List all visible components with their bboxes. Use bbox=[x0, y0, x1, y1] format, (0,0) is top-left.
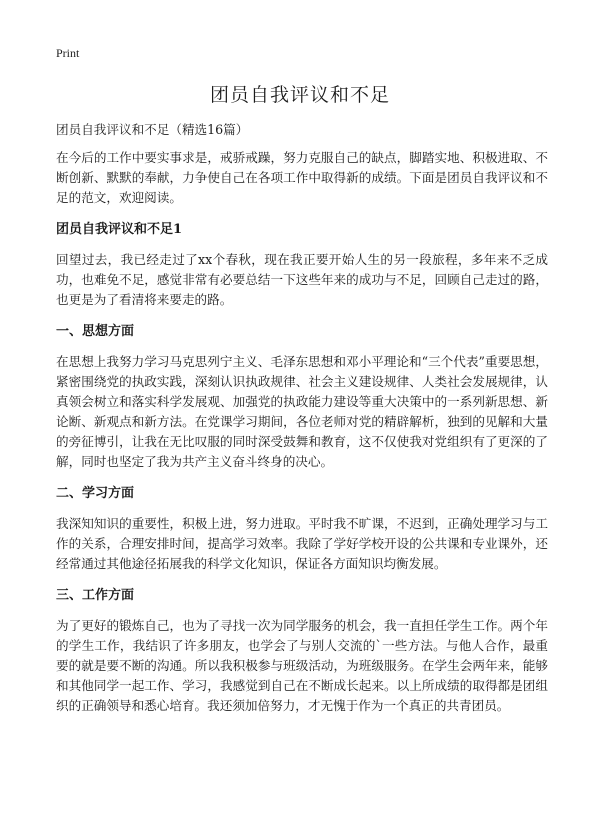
opening-paragraph: 回望过去，我已经走过了xx个春秋，现在我正要开始人生的另一段旅程，多年来不乏成功，也难免不足，感觉非常有必要总结一下这些年来的成功与不足，回顾自己走过的路，也更是为了看清将来要走的路。 bbox=[56, 252, 548, 307]
page-title: 团员自我评议和不足 bbox=[209, 84, 390, 106]
heading-study: 二、学习方面 bbox=[56, 486, 135, 501]
document-body bbox=[56, 120, 548, 716]
intro-paragraph: 在今后的工作中要实事求是，戒骄戒躁，努力克服自己的缺点，脚踏实地、积极进取、不断创新、默默的奉献，力争使自己在各项工作中取得新的成绩。下面是团员自我评议和不足的范文，欢迎阅读。 bbox=[56, 150, 548, 205]
paragraph-thought: 在思想上我努力学习马克思列宁主义、毛泽东思想和邓小平理论和“三个代表”重要思想，紧密围绕党的执政实践，深刻认识执政规律、社会主义建设规律、人类社会发展规律，认真领会树立和落实科学发展观、加强党的执政能力建设等重大决策中的一系列新思想、新论断、新观点和新方法。在党课学习期间，各位老师对党的精辟解析，独到的见解和大量的旁征博引，让我在无比叹服的同时深受鼓舞和教育，这不仅使我对党组织有了更深的了解，同时也坚定了我为共产主义奋斗终身的决心。 bbox=[56, 354, 548, 469]
section-title: 团员自我评议和不足1 bbox=[56, 222, 183, 237]
document-subtitle: 团员自我评议和不足（精选16篇） bbox=[56, 122, 249, 137]
paragraph-study: 我深知知识的重要性，积极上进，努力进取。平时我不旷课，不迟到，正确处理学习与工作的关系，合理安排时间，提高学习效率。我除了学好学校开设的公共课和专业课外，还经常通过其他途径拓展我的科学文化知识，保证各方面知识均衡发展。 bbox=[56, 516, 548, 571]
paragraph-work: 为了更好的锻炼自己，也为了寻找一次为同学服务的机会，我一直担任学生工作。两个年的学生工作，我结识了许多朋友，也学会了与别人交流的`一些方法。与他人合作，最重要的就是要不断的沟通。所以我积极参与班级活动，为班级服务。在学生会两年来，能够和其他同学一起工作、学习，我感觉到自己在不断成长起来。以上所成绩的取得都是团组织的正确领导和悉心培育。我还须加倍努力，才无愧于作为一个真正的共青团员。 bbox=[56, 618, 548, 713]
print-label: Print bbox=[56, 46, 80, 60]
heading-thought: 一、思想方面 bbox=[56, 324, 135, 339]
heading-work: 三、工作方面 bbox=[56, 588, 135, 603]
